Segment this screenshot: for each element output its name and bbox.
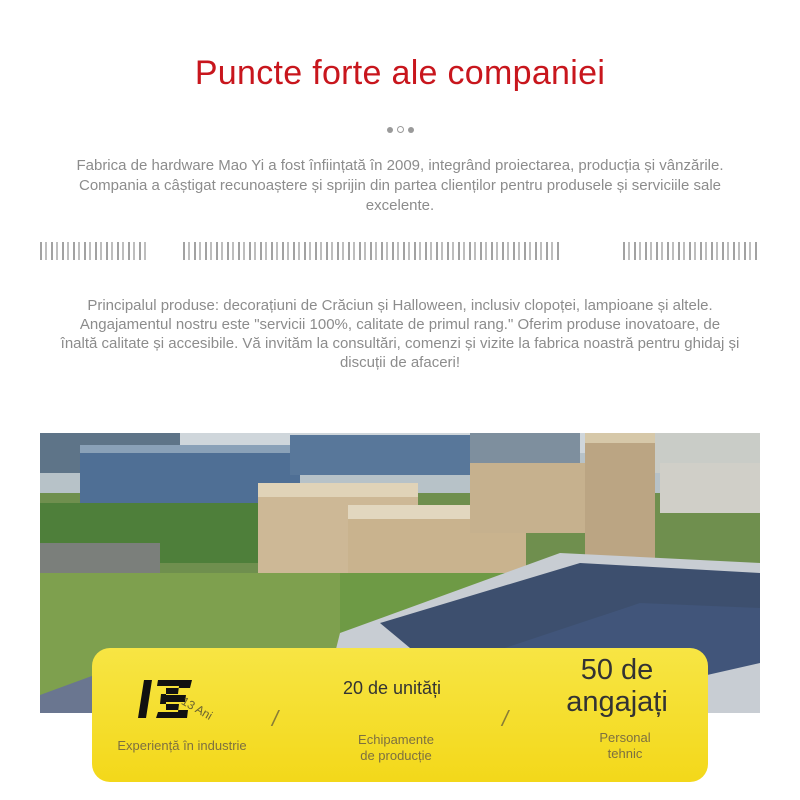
staff-label-line1: Personal bbox=[599, 730, 651, 745]
staff-label bbox=[550, 730, 700, 762]
divider-slash: / bbox=[502, 706, 509, 731]
section-title: Puncte forte ale companiei bbox=[194, 54, 606, 92]
company-intro-text: Fabrica de hardware Mao Yi a fost înființată în 2009, integrând proiectarea, producția și vânzările. Compania a câștigat recunoaștere și sprijin din partea clienților pentru produsele și serviciile sale excelente. bbox=[76, 157, 724, 214]
equipment-value: 20 de unități bbox=[342, 678, 442, 698]
staff-value-line1: 50 de bbox=[580, 654, 654, 686]
experience-years-unit: 13 Ani bbox=[179, 694, 215, 723]
garbled-text-row bbox=[40, 242, 760, 260]
staff-value-line2: angajați bbox=[566, 686, 668, 718]
staff-label-line2: tehnic bbox=[607, 746, 643, 761]
experience-label: Experiență în industrie bbox=[117, 738, 247, 753]
garbled-gap bbox=[560, 238, 620, 264]
staff-value bbox=[542, 654, 692, 718]
equipment-label-line2: de producție bbox=[360, 748, 432, 763]
divider-slash: / bbox=[272, 706, 279, 731]
carousel-dots[interactable] bbox=[0, 126, 800, 134]
stats-card bbox=[92, 648, 708, 782]
garbled-gap bbox=[150, 238, 180, 264]
carousel-dot-1[interactable] bbox=[387, 127, 393, 133]
products-text: Principalul produse: decorațiuni de Crăciun și Halloween, inclusiv clopoței, lampioane și altele. Angajamentul nostru este "servicii 100%, calitate de primul rang." Oferim produse inovatoare, de înaltă calitate și accesibile. Vă invităm la consultări, comenzi și vizite la fabrica noastră pentru ghidaj și discuții de afaceri! bbox=[60, 297, 740, 371]
equipment-label bbox=[316, 732, 476, 764]
carousel-dot-3[interactable] bbox=[408, 127, 414, 133]
carousel-dot-2[interactable] bbox=[397, 126, 404, 133]
equipment-label-line1: Echipamente bbox=[358, 732, 434, 747]
